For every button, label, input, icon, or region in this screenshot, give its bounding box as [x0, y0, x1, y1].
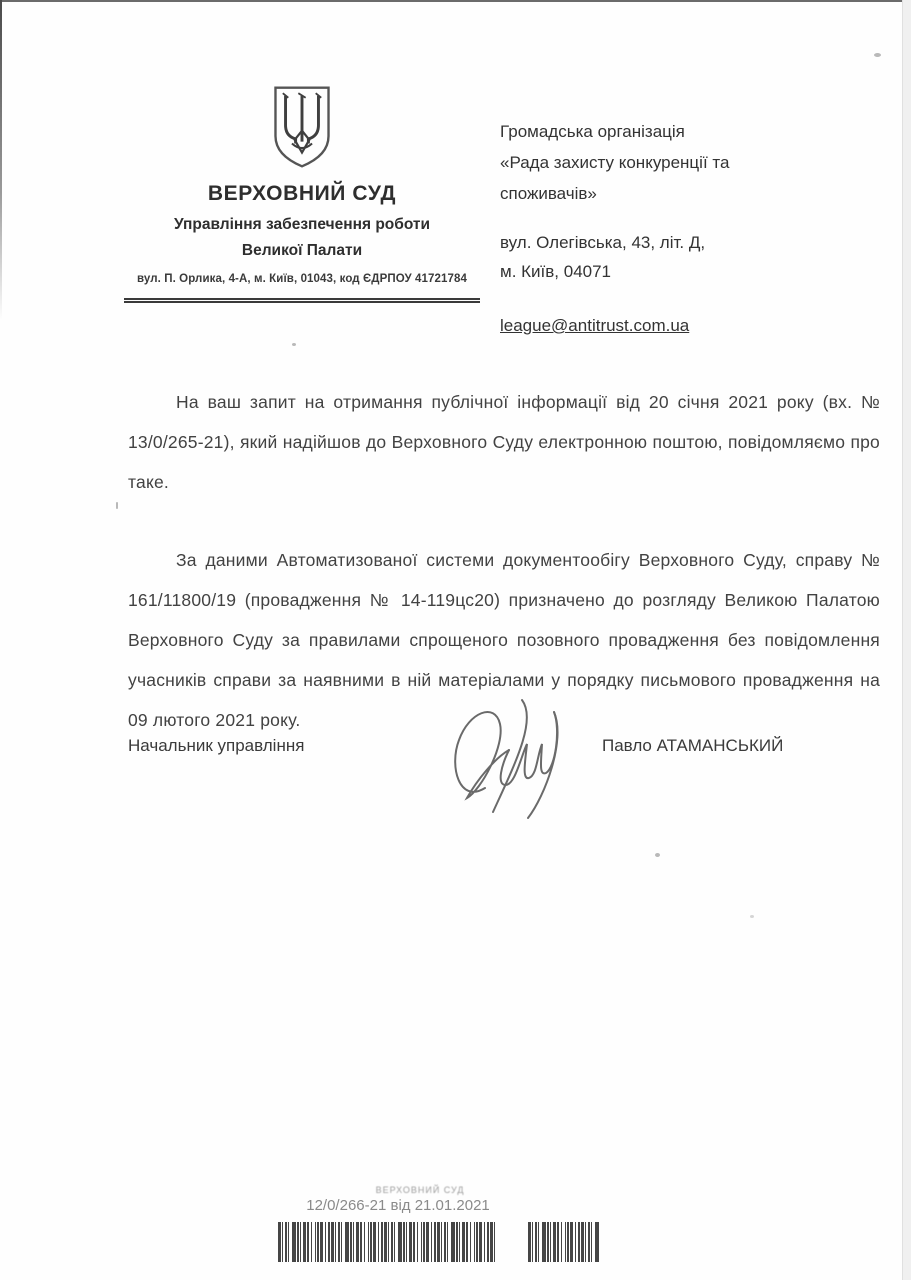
barcode-group-2 [528, 1222, 598, 1262]
sender-dept-line1: Управління забезпечення роботи [173, 216, 431, 233]
sender-dept-line2: Великої Палати [241, 242, 363, 259]
letter-body [128, 382, 880, 740]
handwritten-signature-icon [425, 692, 585, 827]
sender-address: вул. П. Орлика, 4-А, м. Київ, 01043, код ЄДРПОУ 41721784 [136, 273, 467, 285]
scan-speck [750, 915, 754, 918]
body-paragraph-1: На ваш запит на отримання публічної інформації від 20 січня 2021 року (вх. № 13/0/265-21), який надійшов до Верховного Суду електронною поштою, повідомляємо про таке. [128, 392, 880, 492]
scan-speck [292, 343, 296, 346]
recipient-org-line1: Громадська організація [500, 122, 685, 141]
sender-org-name: ВЕРХОВНИЙ СУД [207, 182, 397, 205]
barcode-group-1 [278, 1222, 498, 1262]
ukraine-trident-emblem-icon [118, 84, 486, 170]
scan-speck [874, 53, 881, 57]
footer-registration-number: 12/0/266-21 від 21.01.2021 [306, 1197, 490, 1214]
signer-name: Павло АТАМАНСЬКИЙ [602, 736, 784, 755]
recipient-address-line2: м. Київ, 04071 [500, 262, 612, 281]
recipient-block [500, 116, 840, 341]
recipient-email: league@antitrust.com.ua [500, 316, 690, 335]
scan-edge-left [0, 0, 2, 320]
scan-speck [655, 853, 660, 857]
scan-edge-right [902, 0, 911, 1280]
body-paragraph-2: За даними Автоматизованої системи документообігу Верховного Суду, справу № 161/11800/19 (провадження № 14-119цс20) призначено до розгляду Великою Палатою Верховного Суду за правилами спрощеного позовного провадження без повідомлення учасників справи за наявними в ній матеріалами у порядку письмового провадження на 09 лютого 2021 року. [128, 550, 880, 730]
recipient-address-line1: вул. Олегівська, 43, літ. Д, [500, 233, 706, 252]
signer-position-title: Начальник управління [128, 736, 305, 755]
footer-stamp-org: ВЕРХОВНИЙ СУД [375, 1185, 465, 1195]
letterhead-divider [124, 298, 480, 303]
sender-letterhead [118, 84, 486, 303]
scan-speck [116, 502, 118, 509]
recipient-org-line3: споживачів» [500, 184, 597, 203]
recipient-org-line2: «Рада захисту конкуренції та [500, 153, 730, 172]
scan-edge-top [0, 0, 911, 2]
